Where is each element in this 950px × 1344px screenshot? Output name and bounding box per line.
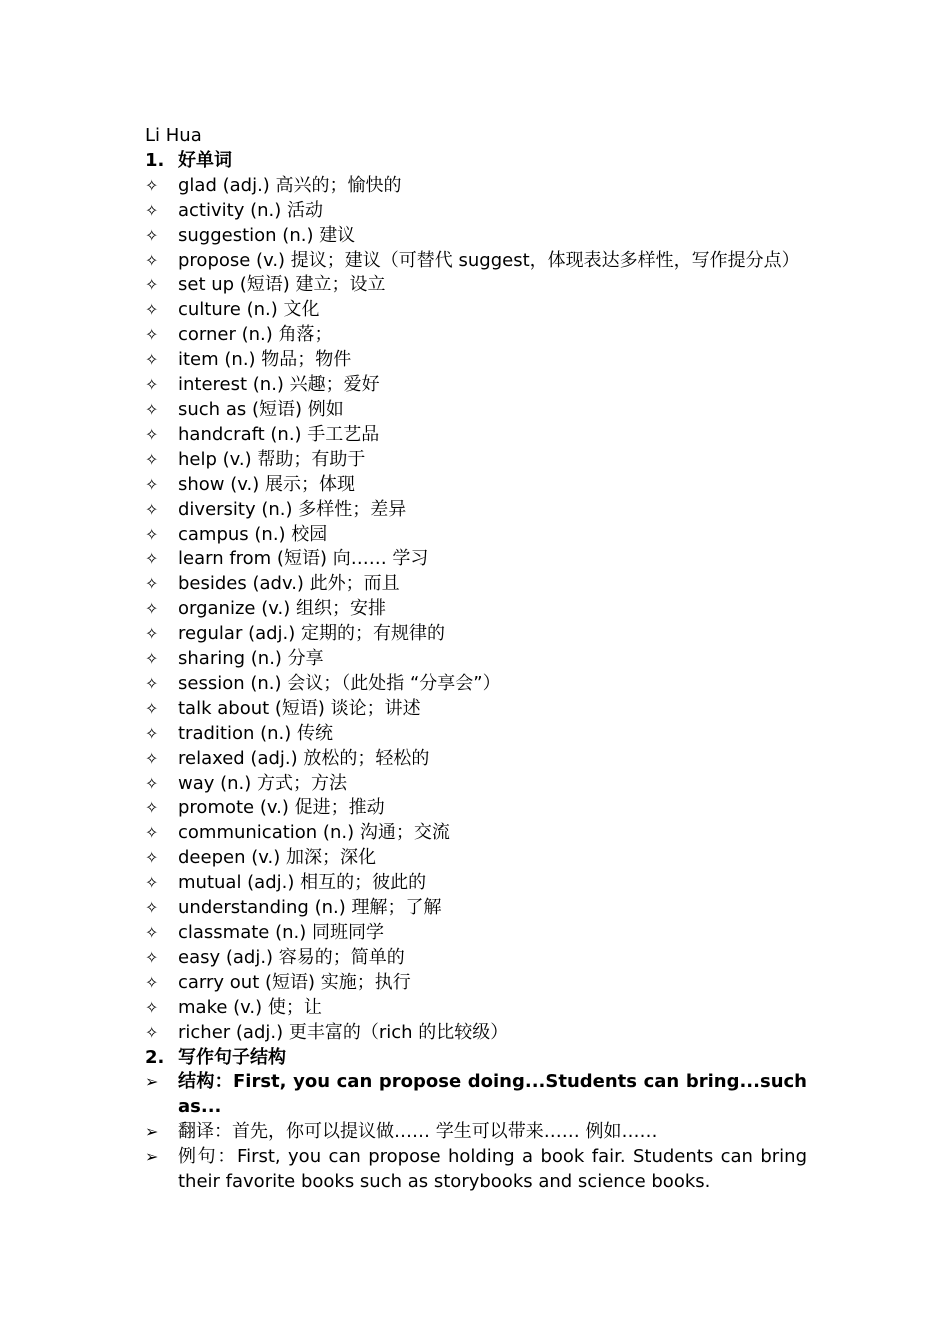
- diamond-bullet-icon: ✧: [145, 997, 159, 1017]
- diamond-bullet-icon: ✧: [145, 549, 159, 569]
- vocab-text: session (n.) 会议；（此处指 “分享会”）: [178, 672, 501, 694]
- arrow-bullet-icon: ➢: [145, 1072, 159, 1092]
- diamond-bullet-icon: ✧: [145, 325, 159, 345]
- vocab-text: item (n.) 物品；物件: [178, 349, 352, 371]
- vocab-item: [145, 821, 807, 846]
- vocab-text: besides (adv.) 此外；而且: [178, 573, 400, 595]
- vocab-item: [145, 572, 807, 597]
- structure-item: [145, 1070, 807, 1120]
- structure-text: 例句：First, you can propose holding a book fair. Students can bring their favorite books such as storybooks and science books.: [178, 1146, 807, 1193]
- vocab-item: [145, 249, 807, 274]
- vocab-item: [145, 971, 807, 996]
- section-heading-1: [145, 149, 807, 174]
- diamond-bullet-icon: ✧: [145, 225, 159, 245]
- diamond-bullet-icon: ✧: [145, 798, 159, 818]
- vocab-item: [145, 547, 807, 572]
- diamond-bullet-icon: ✧: [145, 923, 159, 942]
- vocab-item: [145, 199, 807, 224]
- vocab-text: understanding (n.) 理解；了解: [178, 897, 442, 919]
- diamond-bullet-icon: ✧: [145, 375, 159, 395]
- structure-text: 翻译：首先，你可以提议做…… 学生可以带来…… 例如……: [178, 1121, 658, 1143]
- vocab-text: diversity (n.) 多样性；差异: [178, 498, 407, 520]
- vocab-item: [145, 697, 807, 722]
- vocab-text: promote (v.) 促进；推动: [178, 797, 385, 819]
- vocab-text: glad (adj.) 高兴的；愉快的: [178, 174, 402, 196]
- diamond-bullet-icon: ✧: [145, 773, 159, 793]
- diamond-bullet-icon: ✧: [145, 399, 159, 419]
- document-page: [145, 124, 807, 1195]
- section-number: 2.: [145, 1046, 165, 1068]
- vocab-text: easy (adj.) 容易的；简单的: [178, 946, 405, 968]
- vocab-item: [145, 946, 807, 971]
- vocab-item: [145, 323, 807, 348]
- vocab-item: [145, 622, 807, 647]
- structure-item: [145, 1120, 807, 1145]
- diamond-bullet-icon: ✧: [145, 275, 159, 295]
- vocab-text: organize (v.) 组织；安排: [178, 598, 386, 620]
- vocab-text: interest (n.) 兴趣；爱好: [178, 374, 380, 396]
- vocab-item: [145, 448, 807, 473]
- vocab-item: [145, 647, 807, 672]
- diamond-bullet-icon: ✧: [145, 449, 159, 469]
- section-heading-2: [145, 1046, 807, 1071]
- vocab-text: set up (短语) 建立；设立: [178, 274, 386, 296]
- vocab-text: sharing (n.) 分享: [178, 648, 324, 670]
- diamond-bullet-icon: ✧: [145, 574, 159, 594]
- section-title: 好单词: [178, 149, 232, 171]
- diamond-bullet-icon: ✧: [145, 723, 159, 743]
- vocab-text: culture (n.) 文化: [178, 299, 320, 321]
- diamond-bullet-icon: ✧: [145, 848, 159, 868]
- vocab-text: classmate (n.) 同班同学: [178, 922, 384, 943]
- vocab-text: show (v.) 展示；体现: [178, 473, 355, 495]
- vocab-item: [145, 224, 807, 249]
- vocab-text: handcraft (n.) 手工艺品: [178, 423, 380, 445]
- vocab-text: mutual (adj.) 相互的；彼此的: [178, 872, 427, 894]
- vocab-item: [145, 273, 807, 298]
- vocab-item: [145, 722, 807, 747]
- vocab-text: help (v.) 帮助；有助于: [178, 448, 366, 470]
- vocab-text: corner (n.) 角落；: [178, 324, 333, 346]
- vocab-item: [145, 398, 807, 423]
- arrow-bullet-icon: ➢: [145, 1147, 159, 1167]
- diamond-bullet-icon: ✧: [145, 698, 159, 718]
- vocab-item: [145, 921, 807, 946]
- vocab-text: suggestion (n.) 建议: [178, 224, 356, 246]
- vocab-item: [145, 772, 807, 797]
- diamond-bullet-icon: ✧: [145, 873, 159, 893]
- diamond-bullet-icon: ✧: [145, 947, 159, 967]
- vocab-text: talk about (短语) 谈论；讲述: [178, 697, 421, 719]
- diamond-bullet-icon: ✧: [145, 524, 159, 544]
- vocab-text: carry out (短语) 实施；执行: [178, 971, 411, 993]
- vocab-text: richer (adj.) 更丰富的（rich 的比较级）: [178, 1021, 509, 1043]
- diamond-bullet-icon: ✧: [145, 250, 159, 270]
- vocab-item: [145, 423, 807, 448]
- vocab-item: [145, 996, 807, 1021]
- vocab-item: [145, 896, 807, 921]
- diamond-bullet-icon: ✧: [145, 823, 159, 843]
- vocab-text: regular (adj.) 定期的；有规律的: [178, 623, 446, 645]
- diamond-bullet-icon: ✧: [145, 673, 159, 693]
- vocab-item: [145, 498, 807, 523]
- diamond-bullet-icon: ✧: [145, 748, 159, 768]
- vocab-item: [145, 348, 807, 373]
- vocab-text: deepen (v.) 加深；深化: [178, 847, 376, 869]
- vocab-item: [145, 298, 807, 323]
- structure-item: [145, 1145, 807, 1195]
- vocab-item: [145, 871, 807, 896]
- diamond-bullet-icon: ✧: [145, 175, 159, 195]
- diamond-bullet-icon: ✧: [145, 350, 159, 370]
- vocab-item: [145, 473, 807, 498]
- vocab-item: [145, 174, 807, 199]
- diamond-bullet-icon: ✧: [145, 424, 159, 444]
- vocab-item: [145, 747, 807, 772]
- arrow-bullet-icon: ➢: [145, 1122, 159, 1142]
- structure-list: [145, 1070, 807, 1195]
- section-title: 写作句子结构: [178, 1046, 286, 1068]
- vocab-text: way (n.) 方式；方法: [178, 772, 348, 794]
- diamond-bullet-icon: ✧: [145, 300, 159, 320]
- diamond-bullet-icon: ✧: [145, 649, 159, 669]
- diamond-bullet-icon: ✧: [145, 474, 159, 494]
- vocab-list: [145, 174, 807, 1046]
- diamond-bullet-icon: ✧: [145, 1022, 159, 1042]
- author-name: Li Hua: [145, 125, 202, 146]
- vocab-item: [145, 796, 807, 821]
- diamond-bullet-icon: ✧: [145, 972, 159, 992]
- vocab-item: [145, 373, 807, 398]
- diamond-bullet-icon: ✧: [145, 200, 159, 220]
- diamond-bullet-icon: ✧: [145, 898, 159, 918]
- vocab-item: [145, 672, 807, 697]
- vocab-text: tradition (n.) 传统: [178, 722, 334, 744]
- diamond-bullet-icon: ✧: [145, 499, 159, 519]
- vocab-text: communication (n.) 沟通；交流: [178, 822, 450, 844]
- vocab-text: relaxed (adj.) 放松的；轻松的: [178, 747, 430, 769]
- vocab-text: learn from (短语) 向…… 学习: [178, 548, 429, 570]
- vocab-text: propose (v.) 提议；建议（可替代 suggest，体现表达多样性，写作提分点）: [178, 249, 800, 271]
- structure-text: 结构：First, you can propose doing...Students can bring...such as...: [178, 1071, 807, 1118]
- vocab-text: make (v.) 使；让: [178, 996, 322, 1018]
- vocab-item: [145, 1021, 807, 1046]
- vocab-text: campus (n.) 校园: [178, 523, 328, 545]
- vocab-item: [145, 597, 807, 622]
- section-number: 1.: [145, 149, 165, 171]
- vocab-text: activity (n.) 活动: [178, 199, 323, 221]
- diamond-bullet-icon: ✧: [145, 624, 159, 644]
- vocab-item: [145, 523, 807, 548]
- vocab-item: [145, 846, 807, 871]
- diamond-bullet-icon: ✧: [145, 599, 159, 619]
- vocab-text: such as (短语) 例如: [178, 398, 344, 420]
